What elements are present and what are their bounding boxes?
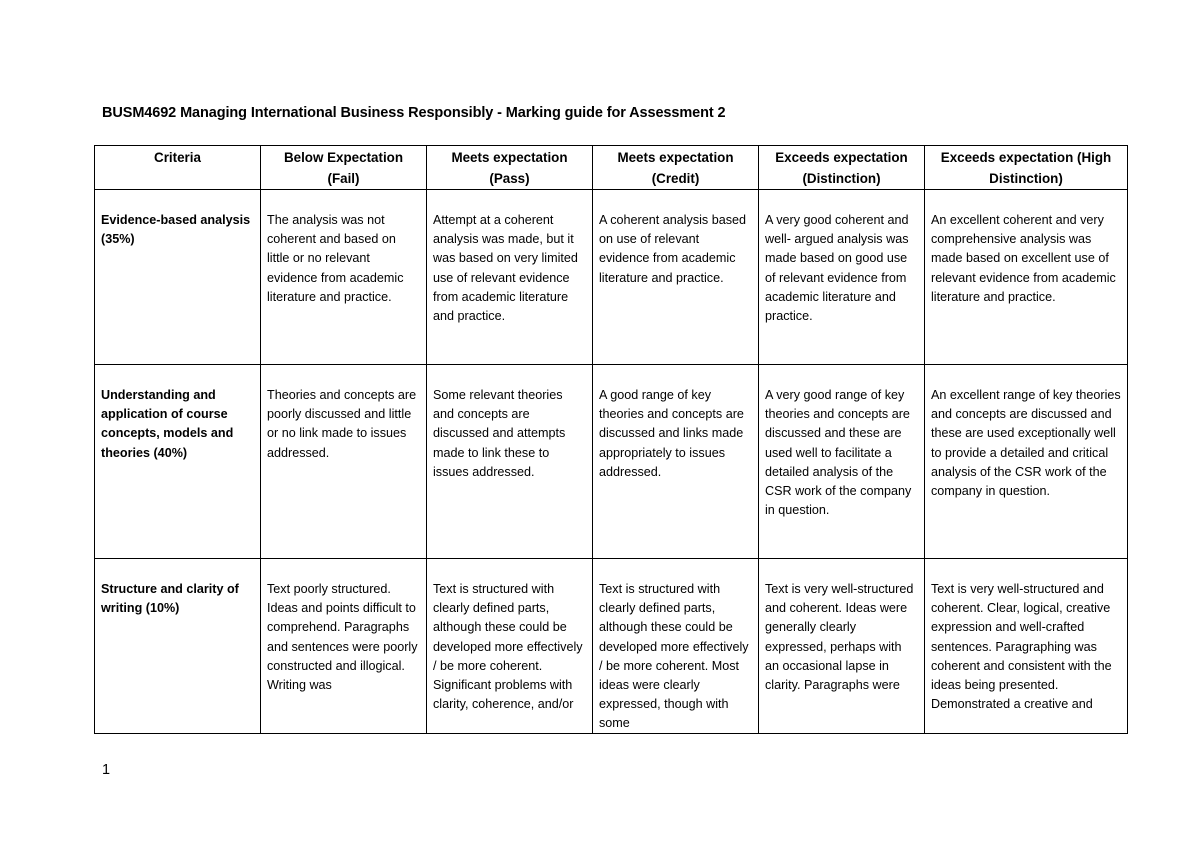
fail-cell: Theories and concepts are poorly discussed and little or no link made to issues addressed. [261, 365, 427, 559]
high-distinction-cell: An excellent coherent and very comprehensive analysis was made based on excellent use of relevant evidence from academic literature and practice. [925, 190, 1128, 365]
table-row [95, 190, 1128, 365]
high-distinction-cell: An excellent range of key theories and concepts are discussed and these are used exceptionally well to provide a detailed and critical analysis of the CSR work of the company in question. [925, 365, 1128, 559]
header-credit: Meets expectation (Credit) [593, 146, 759, 190]
page-number: 1 [102, 762, 111, 778]
header-distinction: Exceeds expectation (Distinction) [759, 146, 925, 190]
marking-rubric-table [94, 145, 1128, 734]
credit-cell [593, 559, 759, 734]
high-distinction-text: Text is very well-structured and coherent. Clear, logical, creative expression and well-crafted sentences. Paragraphing was coherent and consistent with the ideas being presented. Demonstrated a creative and [931, 582, 1112, 712]
fail-cell [261, 559, 427, 734]
high-distinction-cell [925, 559, 1128, 734]
criterion-text: Structure and clarity of writing (10%) [101, 582, 239, 616]
distinction-cell: A very good coherent and well- argued analysis was made based on good use of relevant evidence from academic literature and practice. [759, 190, 925, 365]
table-row [95, 559, 1128, 734]
criterion-cell [95, 559, 261, 734]
table-header-row [95, 146, 1128, 190]
pass-cell [427, 559, 593, 734]
credit-cell: A good range of key theories and concepts are discussed and links made appropriately to issues addressed. [593, 365, 759, 559]
header-criteria: Criteria [95, 146, 261, 190]
credit-cell: A coherent analysis based on use of relevant evidence from academic literature and practice. [593, 190, 759, 365]
table-row [95, 365, 1128, 559]
pass-cell: Attempt at a coherent analysis was made, but it was based on very limited use of relevant evidence from academic literature and practice. [427, 190, 593, 365]
header-high-distinction: Exceeds expectation (High Distinction) [925, 146, 1128, 190]
distinction-cell [759, 559, 925, 734]
fail-text: Text poorly structured. Ideas and points difficult to comprehend. Paragraphs and sentences were poorly constructed and illogical. Writing was [267, 582, 418, 693]
credit-text: Text is structured with clearly defined parts, although these could be developed more effectively / be more coherent. Most ideas were clearly expressed, though with some [599, 582, 749, 731]
pass-text: Text is structured with clearly defined parts, although these could be developed more effectively / be more coherent. Significant problems with clarity, coherence, and/or [433, 582, 583, 712]
fail-cell: The analysis was not coherent and based on little or no relevant evidence from academic literature and practice. [261, 190, 427, 365]
criterion-cell: Evidence-based analysis (35%) [95, 190, 261, 365]
distinction-cell: A very good range of key theories and concepts are discussed and these are used well to facilitate a detailed analysis of the CSR work of the company in question. [759, 365, 925, 559]
pass-cell: Some relevant theories and concepts are discussed and attempts made to link these to issues addressed. [427, 365, 593, 559]
distinction-text: Text is very well-structured and coherent. Ideas were generally clearly expressed, perhaps with an occasional lapse in clarity. Paragraphs were [765, 582, 914, 693]
criterion-cell: Understanding and application of course concepts, models and theories (40%) [95, 365, 261, 559]
document-title: BUSM4692 Managing International Business Responsibly - Marking guide for Assessment 2 [102, 105, 726, 121]
header-fail: Below Expectation (Fail) [261, 146, 427, 190]
header-pass: Meets expectation (Pass) [427, 146, 593, 190]
